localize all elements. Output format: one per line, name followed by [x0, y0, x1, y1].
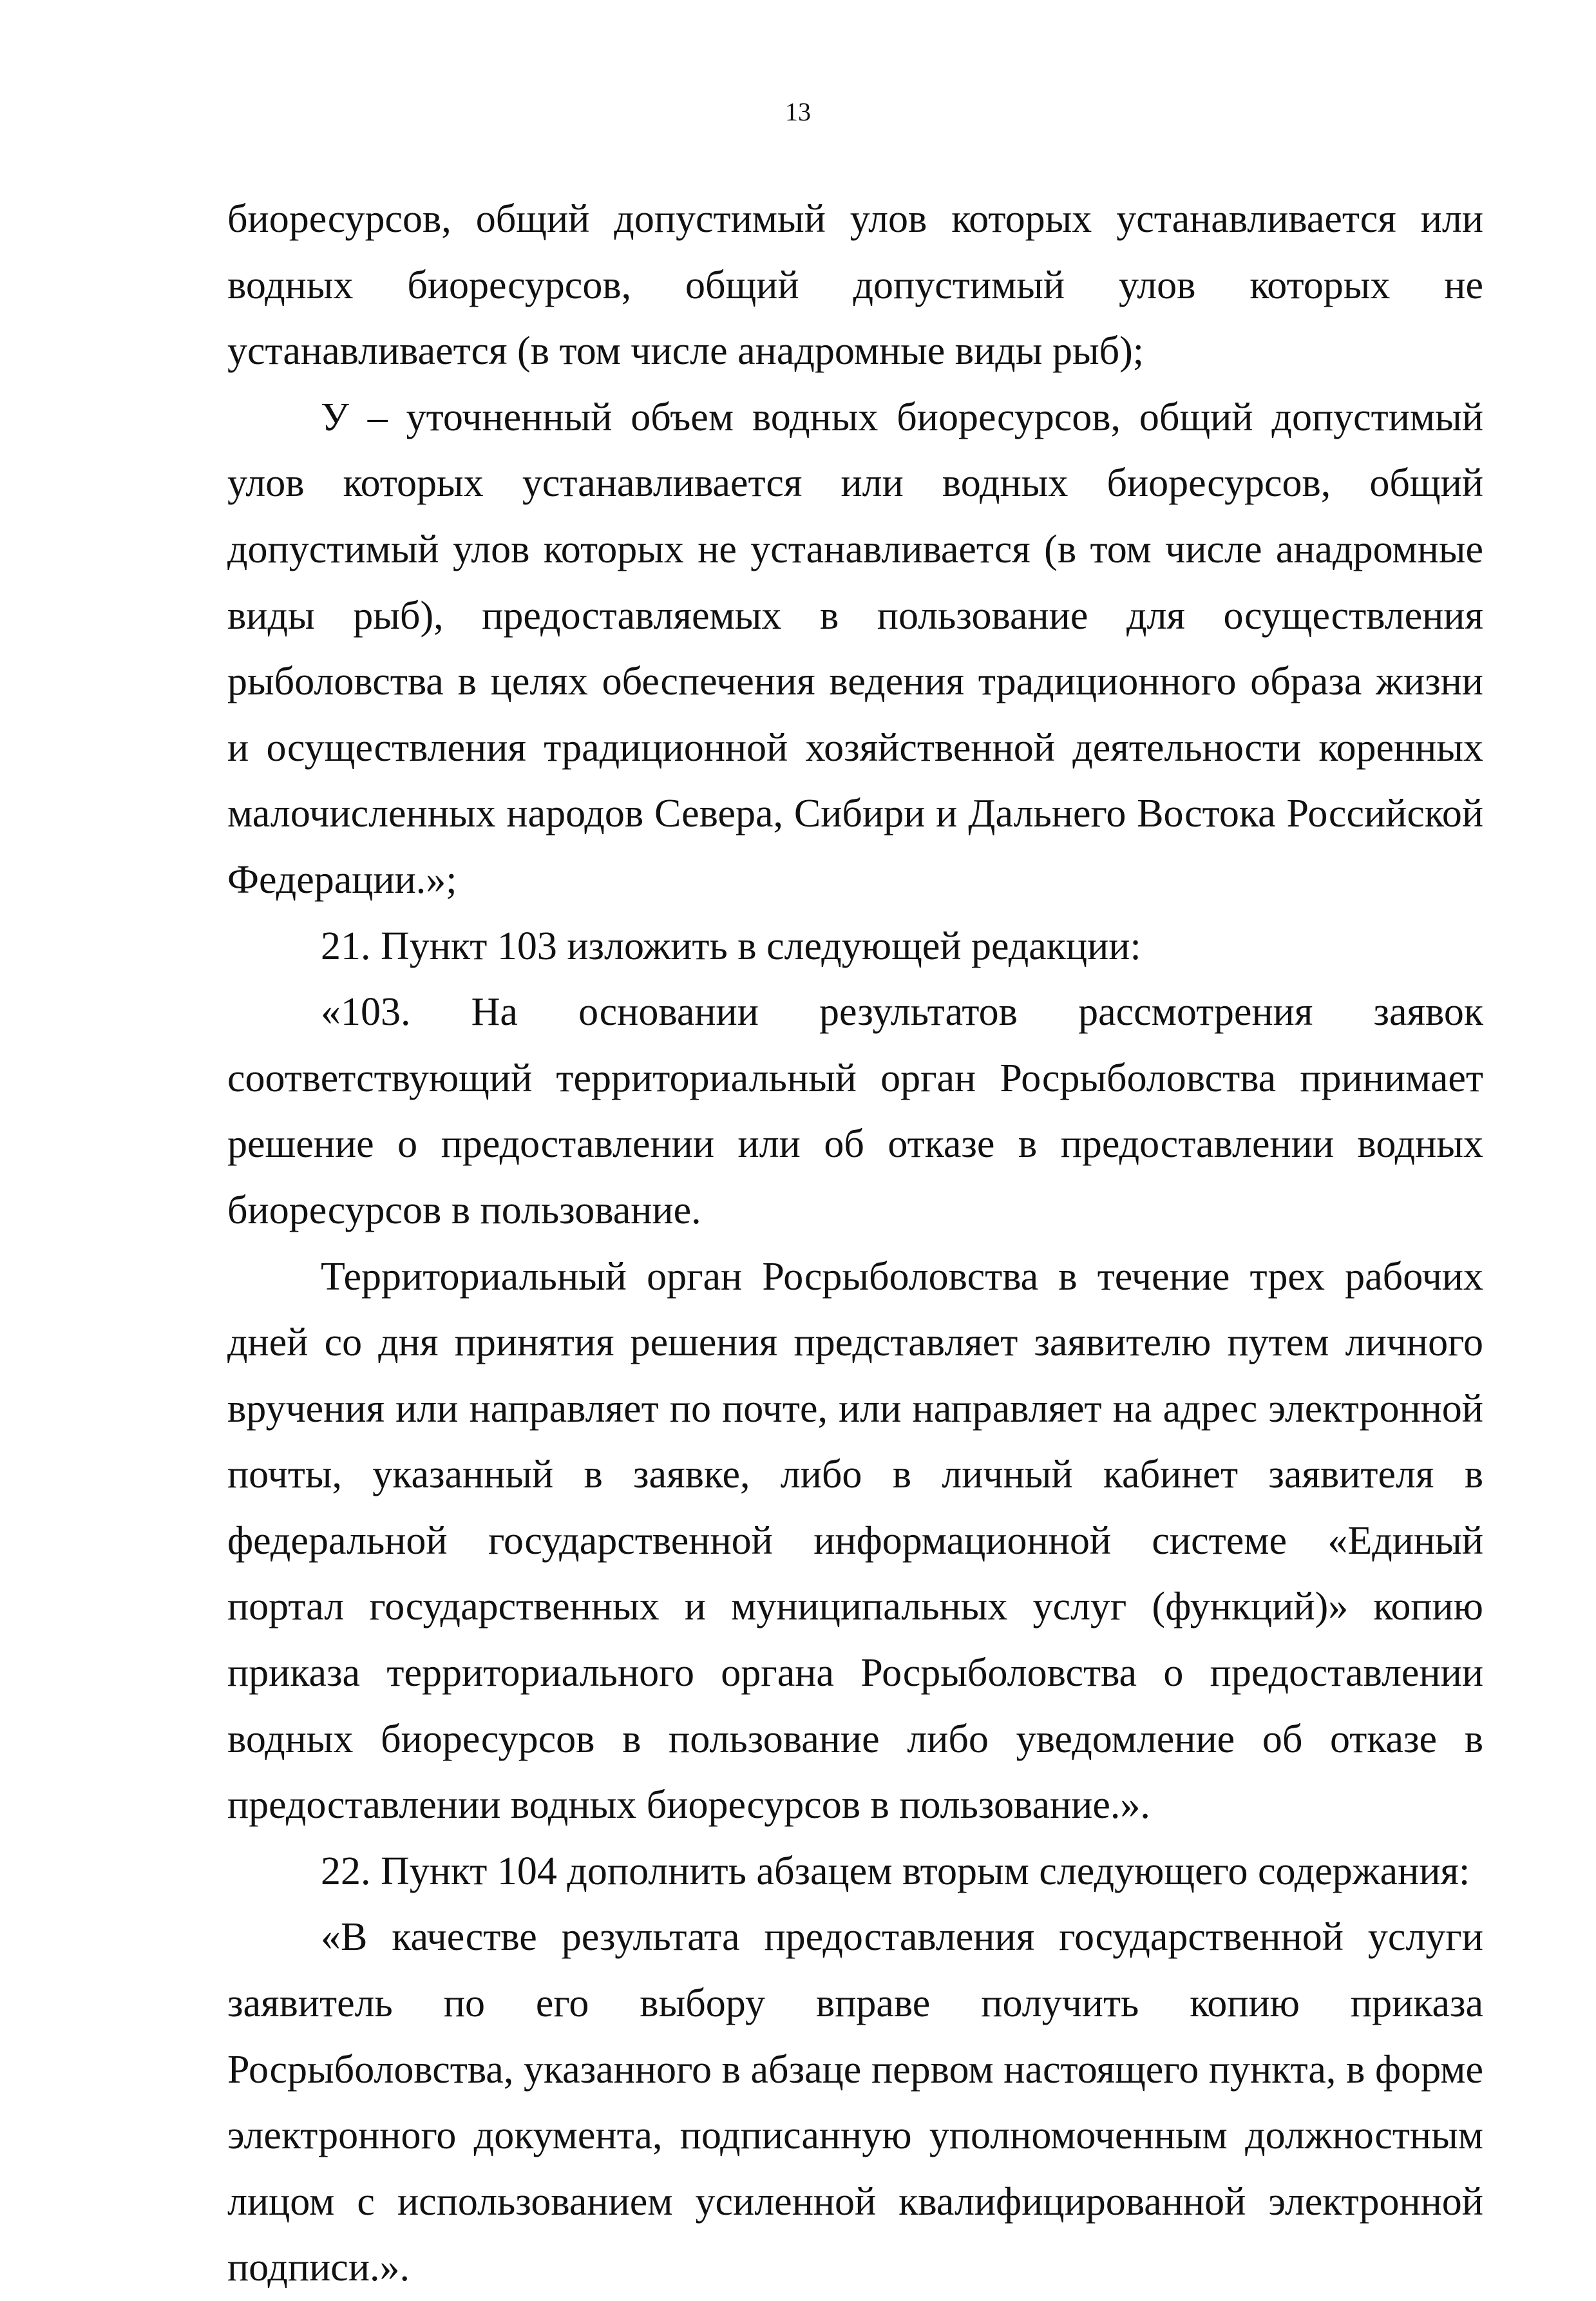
- paragraph-territorial-body: Территориальный орган Росрыболовства в течение трех рабочих дней со дня принятия решения представляет заявителю путем личного вручения или направляет по почте, или направляет на адрес электронной почты, указанный в заявке, либо в личный кабинет заявителя в федеральной государственной информационной системе «Единый портал государственных и муниципальных услуг (функций)» копию приказа территориального органа Росрыболовства о предоставлении водных биоресурсов в пользование либо уведомление об отказе в предоставлении водных биоресурсов в пользование.».: [227, 1254, 1483, 1828]
- paragraph-item-22: 22. Пункт 104 дополнить абзацем вторым следующего содержания:: [321, 1849, 1470, 1893]
- page-number: 13: [785, 97, 811, 126]
- paragraph-item-21: 21. Пункт 103 изложить в следующей редакции:: [321, 924, 1141, 968]
- paragraph-definition-u: У – уточненный объем водных биоресурсов, общий допустимый улов которых устанавливается или водных биоресурсов, общий допустимый улов которых не устанавливается (в том числе анадромные виды рыб), предоставляемых в пользование для осуществления рыболовства в целях обеспечения ведения традиционного образа жизни и осуществления традиционной хозяйственной деятельности коренных малочисленных народов Севера, Сибири и Дальнего Востока Российской Федерации.»;: [227, 395, 1483, 902]
- document-body: [227, 186, 1483, 2301]
- paragraph-clause-103: «103. На основании результатов рассмотрения заявок соответствующий территориальный орган Росрыболовства принимает решение о предоставлении или об отказе в предоставлении водных биоресурсов в пользование.: [227, 990, 1483, 1232]
- paragraph-electronic-result: «В качестве результата предоставления государственной услуги заявитель по его выбору вправе получить копию приказа Росрыболовства, указанного в абзаце первом настоящего пункта, в форме электронного документа, подписанную уполномоченным должностным лицом с использованием усиленной квалифицированной электронной подписи.».: [227, 1915, 1483, 2290]
- paragraph-continuation: биоресурсов, общий допустимый улов которых устанавливается или водных биоресурсов, общий допустимый улов которых не устанавливается (в том числе анадромные виды рыб);: [227, 197, 1483, 374]
